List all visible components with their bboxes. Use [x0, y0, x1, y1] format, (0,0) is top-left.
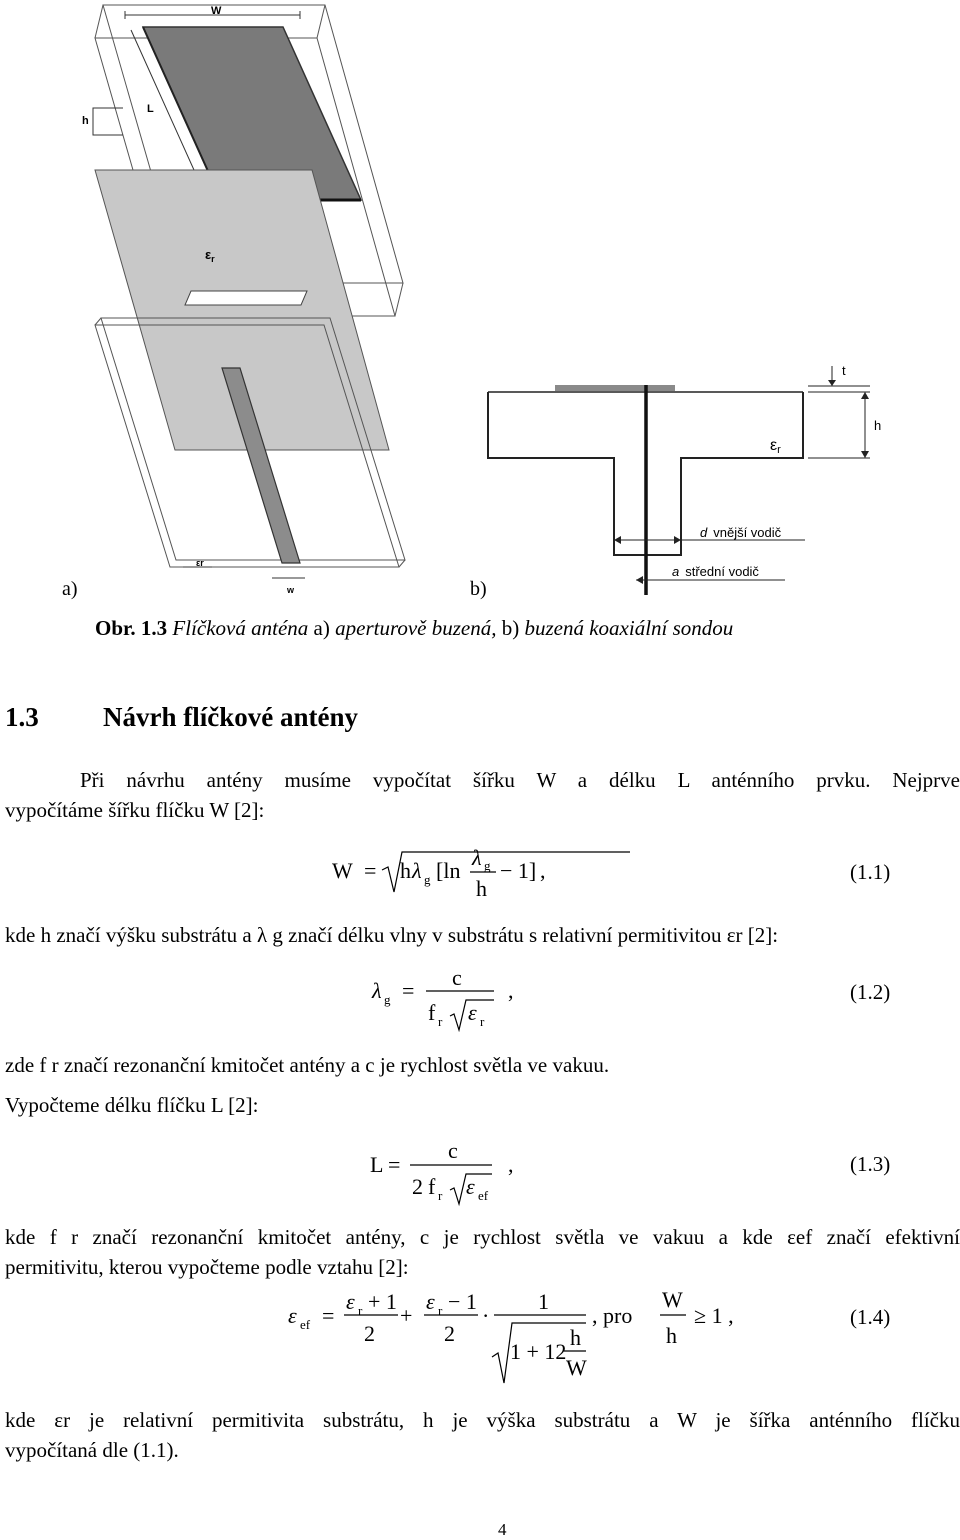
section-number: 1.3: [5, 702, 39, 732]
svg-text:c: c: [452, 965, 462, 990]
svg-text:,: ,: [508, 1152, 514, 1177]
section-title: Návrh flíčkové antény: [103, 702, 358, 732]
label-h-a: h: [82, 115, 89, 127]
svg-text:ef: ef: [300, 1317, 311, 1332]
svg-text:L: L: [370, 1152, 384, 1177]
svg-text:r: r: [438, 1188, 443, 1203]
paragraph-3: zde f r značí rezonanční kmitočet antény a c je rychlost světla ve vakuu.: [5, 1053, 610, 1077]
eq-number-1-1: (1.1): [850, 860, 891, 884]
label-er-b: εr: [770, 437, 781, 456]
paragraph-6: kde εr je relativní permitivita substrátu, h je výška substrátu a W je šířka anténního flíčku vypočítaná dle (1.1).: [5, 1408, 960, 1462]
svg-text:=: =: [364, 858, 377, 883]
svg-text:W: W: [662, 1287, 683, 1312]
equation-1-3: [368, 1132, 568, 1210]
svg-text:1 + 12: 1 + 12: [510, 1339, 567, 1364]
svg-text:− 1: − 1: [448, 1289, 477, 1314]
dim-h-a: [93, 108, 123, 135]
svg-text:+ 1: + 1: [368, 1289, 397, 1314]
svg-text:1: 1: [538, 1289, 549, 1314]
label-outer-conductor: d vnější vodič: [700, 525, 782, 540]
svg-text:r: r: [438, 1303, 443, 1318]
svg-text:h: h: [400, 858, 411, 883]
equation-1-1: [330, 840, 630, 906]
page-number: 4: [498, 1520, 507, 1539]
eq-number-1-4: (1.4): [850, 1305, 891, 1329]
svg-text:f: f: [428, 1000, 436, 1025]
svg-text:ε: ε: [288, 1303, 297, 1328]
svg-text:g: g: [384, 992, 391, 1007]
svg-text:+: +: [400, 1303, 413, 1328]
svg-text:≥ 1 ,: ≥ 1 ,: [694, 1303, 734, 1328]
svg-text:h: h: [476, 876, 487, 901]
svg-text:ef: ef: [478, 1188, 489, 1203]
paragraph-4: Vypočteme délku flíčku L [2]:: [5, 1093, 259, 1117]
svg-text:r: r: [358, 1303, 363, 1318]
label-w-bottom: w: [287, 585, 295, 595]
panel-label-a: a): [62, 578, 78, 600]
dim-bottom: [183, 567, 305, 578]
svg-text:2: 2: [412, 1174, 423, 1199]
svg-text:·: ·: [482, 1303, 490, 1328]
svg-text:λ: λ: [472, 845, 482, 870]
svg-text:W: W: [566, 1355, 587, 1380]
svg-text:,: ,: [508, 978, 514, 1003]
label-h-b: h: [874, 418, 882, 433]
panel-label-b: b): [470, 578, 487, 600]
figure-caption: Obr. 1.3 Flíčková anténa a) aperturově buzená, b) buzená koaxiální sondou: [95, 616, 734, 640]
svg-text:=: =: [388, 1152, 401, 1177]
label-er-a: $\varepsilon_r$: [205, 247, 215, 264]
svg-text:g: g: [484, 858, 491, 873]
svg-text:− 1]: − 1]: [500, 858, 537, 883]
paragraph-5: kde f r značí rezonanční kmitočet antény, c je rychlost světla ve vakuu a kde εef značí efektivní permitivitu, kterou vypočteme podle vztahu [2]:: [5, 1225, 960, 1279]
eq-number-1-3: (1.3): [850, 1152, 891, 1176]
svg-text:λ: λ: [412, 858, 422, 883]
svg-text:ε: ε: [426, 1289, 435, 1314]
label-t-b: t: [842, 363, 846, 378]
section-heading: [5, 702, 358, 733]
label-l: L: [147, 103, 154, 115]
svg-text:,: ,: [540, 858, 546, 883]
svg-text:h: h: [666, 1323, 677, 1348]
svg-text:2: 2: [364, 1321, 375, 1346]
paragraph-2: kde h značí výšku substrátu a λ g značí délku vlny v substrátu s relativní permitivitou εr [2]:: [5, 923, 779, 947]
equation-1-4: [286, 1285, 766, 1385]
svg-text:, pro: , pro: [592, 1303, 633, 1328]
paragraph-1: Při návrhu antény musíme vypočítat šířku W a délku L anténního prvku. Nejprve vypočítáme šířku flíčku W [2]:: [5, 768, 960, 822]
svg-text:r: r: [438, 1014, 443, 1029]
svg-text:=: =: [402, 978, 415, 1003]
svg-text:g: g: [424, 872, 431, 887]
label-er-bottom: εr: [196, 558, 204, 568]
svg-text:ε: ε: [468, 1000, 477, 1025]
label-w: W: [211, 5, 222, 17]
eq-number-1-2: (1.2): [850, 980, 891, 1004]
svg-text:W: W: [332, 858, 353, 883]
svg-text:ε: ε: [466, 1174, 475, 1199]
svg-text:h: h: [570, 1325, 581, 1350]
equation-1-2: [370, 960, 570, 1032]
figure-patch-antenna: [0, 0, 960, 610]
svg-text:2: 2: [444, 1321, 455, 1346]
label-inner-conductor: a střední vodič: [672, 564, 759, 579]
svg-text:λ: λ: [372, 978, 382, 1003]
svg-text:f: f: [428, 1174, 436, 1199]
svg-text:ε: ε: [346, 1289, 355, 1314]
svg-text:c: c: [448, 1138, 458, 1163]
svg-text:[ln: [ln: [436, 858, 461, 883]
coax-cross-section: [488, 366, 870, 595]
svg-text:=: =: [322, 1303, 335, 1328]
svg-text:r: r: [480, 1014, 485, 1029]
